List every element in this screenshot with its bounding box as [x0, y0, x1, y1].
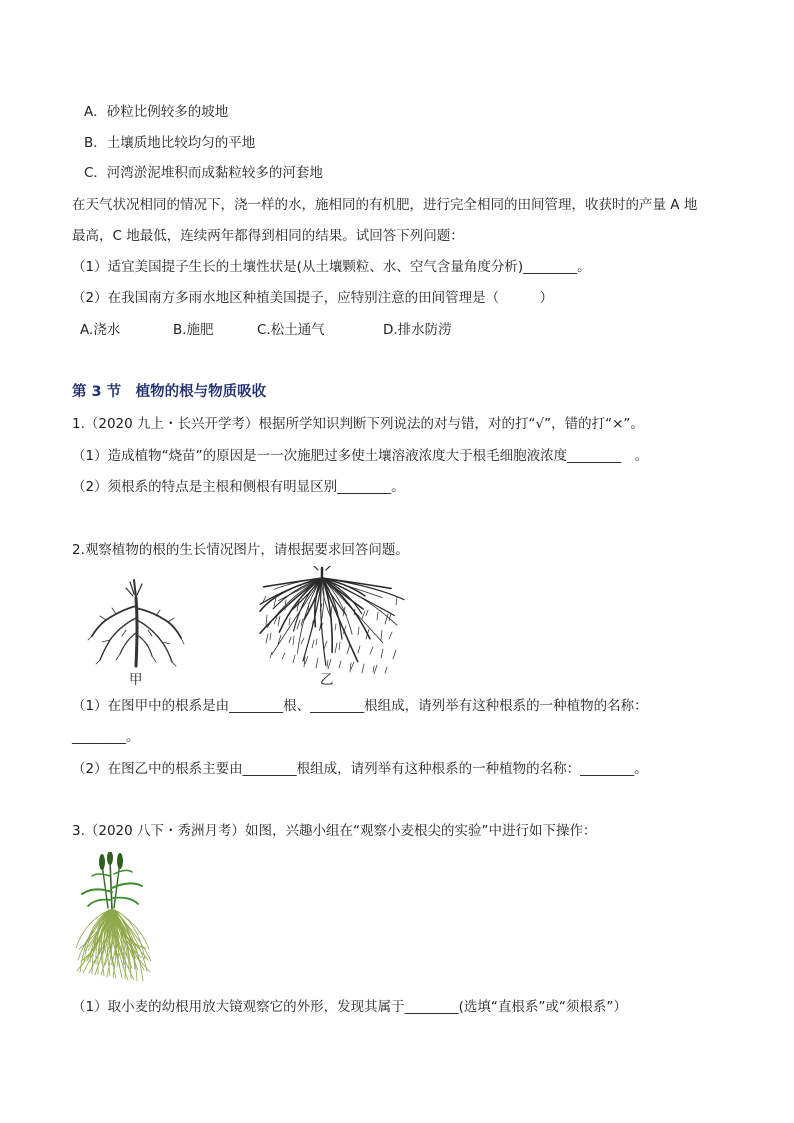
figure-label-jia: 甲: [129, 672, 143, 688]
q2-sub1-line2: ________。: [72, 729, 140, 745]
option-c: C．河湾淤泥堆积而成黏粒较多的河套地: [84, 165, 323, 181]
q2-stem: 2.观察植物的根的生长情况图片，请根据要求回答问题。: [72, 542, 409, 558]
question-stem-line2: 最高，C 地最低，连续两年都得到相同的结果。试回答下列问题：: [72, 228, 464, 244]
choice-a: A.浇水: [80, 322, 121, 338]
q3-stem: 3.（2020 八下・秀洲月考）如图，兴趣小组在“观察小麦根尖的实验”中进行如下操作：: [72, 823, 597, 839]
sub-question-1: （1）适宜美国提子生长的土壤性状是(从土壤颗粒、水、空气含量角度分析)________。: [72, 259, 591, 275]
q3-sub1: （1）取小麦的幼根用放大镜观察它的外形，发现其属于________(选填“直根系”或“须根系”）: [72, 999, 627, 1015]
section-title: 第 3 节 植物的根与物质吸收: [72, 384, 267, 400]
choice-row: [80, 320, 452, 340]
figure-label-yi: 乙: [320, 672, 334, 688]
wheat-plant-figure: [72, 852, 156, 984]
choice-c: C.松土通气: [257, 322, 325, 338]
choice-b: B.施肥: [173, 322, 214, 338]
option-a: A．砂粒比例较多的坡地: [84, 104, 229, 120]
fibrous-root-figure: [258, 566, 406, 674]
choice-d: D.排水防涝: [383, 322, 452, 338]
q2-sub1-line1: （1）在图甲中的根系是由________根、________根组成，请列举有这种根系的一种植物的名称：: [72, 698, 648, 714]
q1-sub2: （2）须根系的特点是主根和侧根有明显区别________。: [72, 479, 405, 495]
question-stem-line1: 在天气状况相同的情况下，浇一样的水，施相同的有机肥，进行完全相同的田间管理，收获时的产量 A 地: [72, 197, 698, 213]
q1-stem: 1.（2020 九上・长兴开学考）根据所学知识判断下列说法的对与错，对的打“√”，错的打“×”。: [72, 416, 644, 432]
taproot-figure: [86, 578, 186, 670]
option-b: B．土壤质地比较均匀的平地: [84, 135, 256, 151]
sub-question-2: （2）在我国南方多雨水地区种植美国提子，应特别注意的田间管理是（ ）: [72, 290, 554, 306]
q2-sub2: （2）在图乙中的根系主要由________根组成，请列举有这种根系的一种植物的名称：________。: [72, 761, 648, 777]
q1-sub1: （1）造成植物“烧苗”的原因是一一次施肥过多使土壤溶液浓度大于根毛细胞液浓度________ 。: [72, 448, 649, 464]
